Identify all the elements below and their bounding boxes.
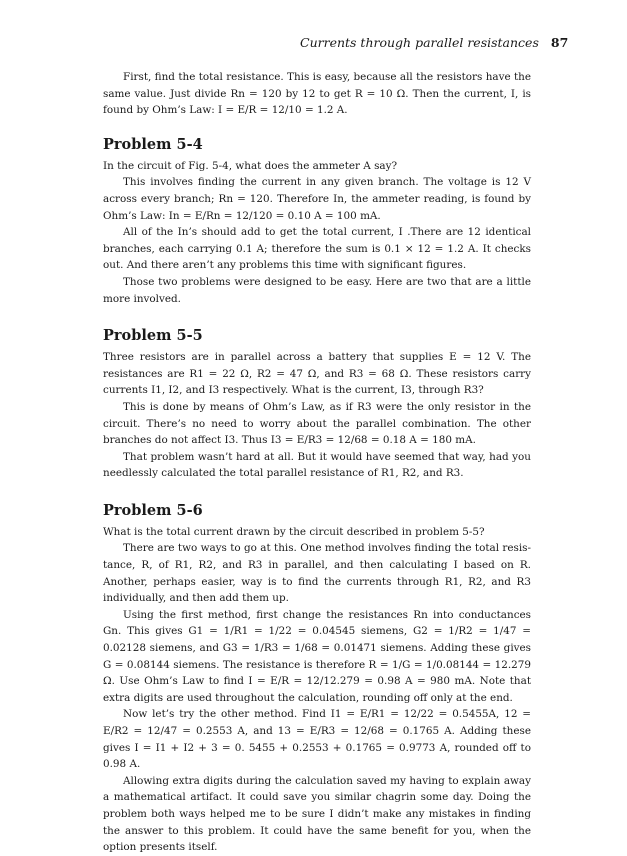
body-paragraph: Now let’s try the other method. Find I1 = E/R1 = 12/22 = 0.5455A, 12 = E/R2 = 12/47 = 0.2553 A, and 13 = E/R3 = 12/68 = 0.1765 A. Adding these gives I = I1 + I2 + 3 = 0. 5455 + 0.2553 + 0.1765 = 0.9773 A, rounded off to 0.98 A. bbox=[103, 708, 531, 771]
page-body bbox=[103, 69, 531, 856]
body-paragraph: There are two ways to go at this. One method involves finding the total resistance, R, of R1, R2, and R3 in parallel, and then calculating I based on R. Another, perhaps easier, way is to find the currents through R1, R2, and R3 individually, and then add them up. bbox=[103, 542, 531, 605]
body-paragraph: This is done by means of Ohm’s Law, as if R3 were the only resistor in the circuit. There’s no need to worry about the parallel combination. The other branches do not affect I3. Thus I3 = E/R3 = 12/68 = 0.18 A = 180 mA. bbox=[103, 400, 531, 447]
problem-5-6 bbox=[103, 502, 531, 856]
body-paragraph: Using the first method, first change the resistances Rn into conductances Gn. This gives G1 = 1/R1 = 1/22 = 0.04545 siemens, G2 = 1/R2 = 1/47 = 0.02128 siemens, and G3 = 1/R3 = 1/68 = 0.01471 siemens. Adding these gives G = 0.08144 siemens. The resistance is therefore R = 1/G = 1/0.08144 = 12.279 Ω. Use Ohm’s Law to find I = E/R = 12/12.279 = 0.98 A = 980 mA. Note that extra digits are used throughout the calculation, rounding off only at the end. bbox=[103, 608, 531, 704]
body-paragraph: Allowing extra digits during the calculation saved my having to explain away a mathematical artifact. It could save you similar chagrin some day. Doing the problem both ways helped me to be sure I didn’t make any mistakes in finding the answer to this problem. It could have the same benefit for you, when the option presents itself. bbox=[103, 774, 531, 854]
problem-5-4 bbox=[103, 136, 531, 307]
running-header bbox=[300, 35, 569, 50]
problem-heading: Problem 5-4 bbox=[103, 135, 203, 153]
body-paragraph: That problem wasn’t hard at all. But it would have seemed that way, had you needlessly calculated the total parallel resistance of R1, R2, and R3. bbox=[103, 450, 531, 480]
problem-question: Three resistors are in parallel across a battery that supplies E = 12 V. The resistances are R1 = 22 Ω, R2 = 47 Ω, and R3 = 68 Ω. These resistors carry currents I1, I2, and I3 respectively. What is the current, I3, through R3? bbox=[103, 351, 531, 397]
problem-question: In the circuit of Fig. 5-4, what does the ammeter A say? bbox=[103, 159, 398, 172]
page-number: 87 bbox=[550, 35, 569, 50]
problem-question: What is the total current drawn by the circuit described in problem 5-5? bbox=[103, 525, 485, 538]
body-paragraph: All of the In’s should add to get the total current, I .There are 12 identical branches, each carrying 0.1 A; therefore the sum is 0.1 × 12 = 1.2 A. It checks out. And there aren’t any problems this time with significant figures. bbox=[103, 226, 531, 272]
problem-heading: Problem 5-6 bbox=[103, 501, 203, 519]
problem-heading: Problem 5-5 bbox=[103, 327, 203, 345]
body-paragraph: This involves finding the current in any given branch. The voltage is 12 V across every branch; Rn = 120. Therefore In, the ammeter reading, is found by Ohm’s Law: In = E/Rn = 12/120 = 0.10 A = 100 mA. bbox=[103, 176, 531, 222]
body-paragraph: Those two problems were designed to be easy. Here are two that are a little more involved. bbox=[103, 275, 531, 305]
problem-5-5 bbox=[103, 327, 531, 482]
running-header-title: Currents through parallel resistances bbox=[300, 35, 539, 50]
intro-paragraph: First, find the total resistance. This is easy, because all the resistors have the same value. Just divide Rn = 120 by 12 to get R = 10 Ω. Then the current, I, is found by Ohm’s Law: I = E/R = 12/10 = 1.2 A. bbox=[103, 71, 531, 117]
